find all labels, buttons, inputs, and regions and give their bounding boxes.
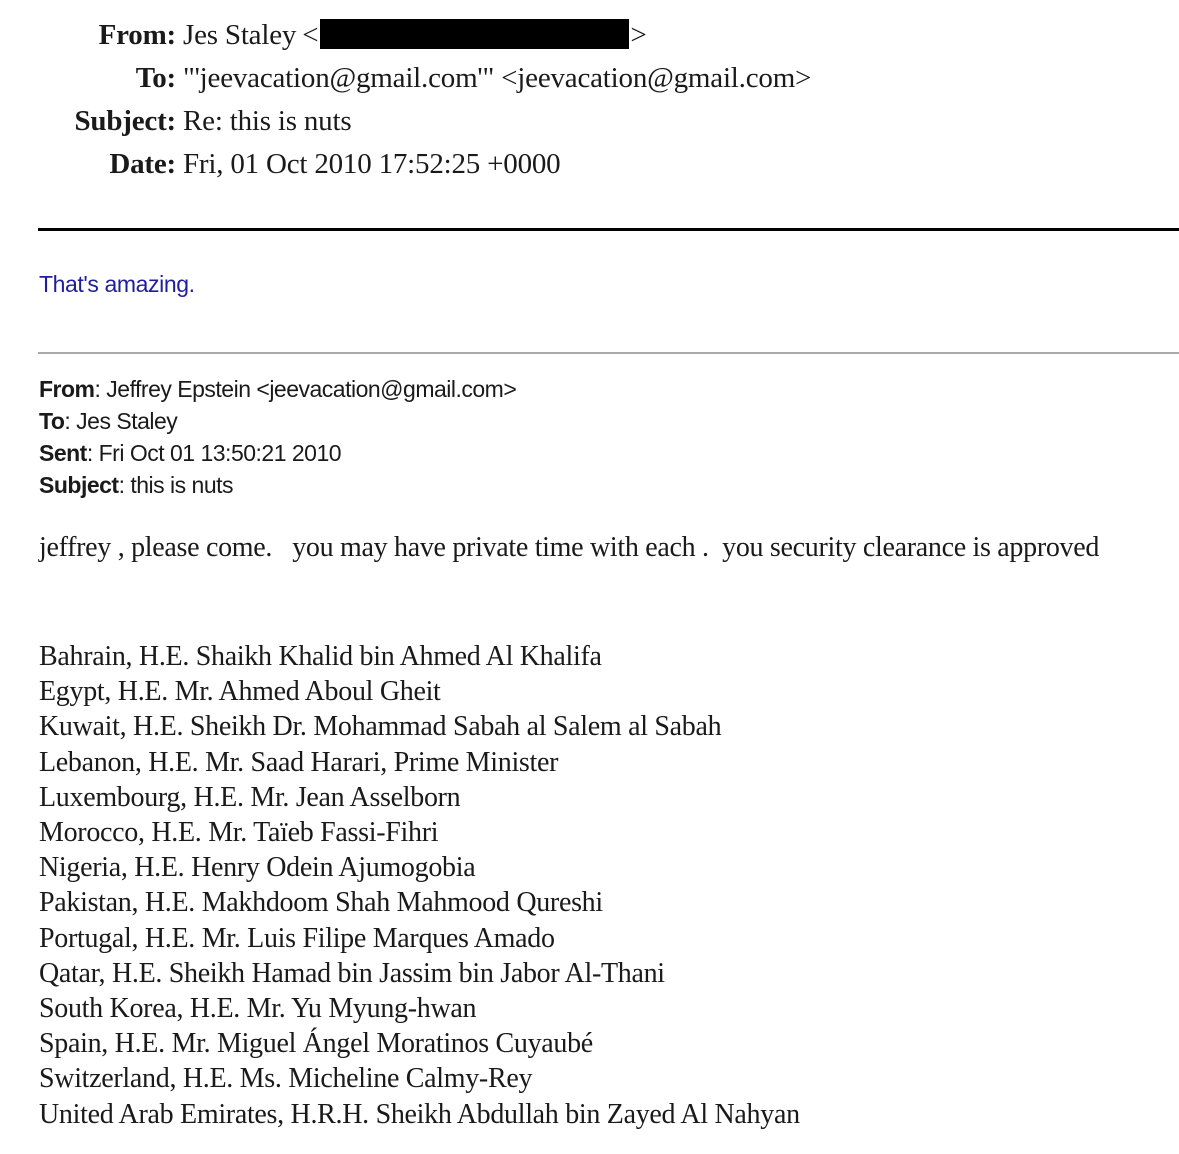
list-item: Morocco, H.E. Mr. Taïeb Fassi-Fihri xyxy=(39,817,439,849)
guest-list xyxy=(39,639,800,1132)
header-subject-label: Subject: xyxy=(74,105,176,137)
quoted-sent-label: Sent xyxy=(39,440,87,466)
header-date-row xyxy=(0,143,811,186)
quoted-subject-row xyxy=(39,469,516,501)
quoted-sent-row xyxy=(39,437,516,469)
header-from-value xyxy=(183,14,647,57)
quoted-sent-value: : Fri Oct 01 13:50:21 2010 xyxy=(86,440,342,466)
quoted-from-row xyxy=(39,373,516,405)
list-item: Portugal, H.E. Mr. Luis Filipe Marques Amado xyxy=(39,922,555,954)
list-item: Kuwait, H.E. Sheikh Dr. Mohammad Sabah al Salem al Sabah xyxy=(39,711,722,743)
quoted-from-value: : Jeffrey Epstein <jeevacation@gmail.com> xyxy=(94,376,517,402)
header-subject-value: Re: this is nuts xyxy=(183,105,352,137)
list-item: Egypt, H.E. Mr. Ahmed Aboul Gheit xyxy=(39,676,441,708)
list-item: Nigeria, H.E. Henry Odein Ajumogobia xyxy=(39,852,476,884)
quoted-header xyxy=(39,373,516,501)
quoted-subject-value: : this is nuts xyxy=(118,472,234,498)
list-item: Lebanon, H.E. Mr. Saad Harari, Prime Minister xyxy=(39,746,559,778)
quoted-subject-label: Subject xyxy=(39,472,119,498)
header-from-row xyxy=(0,14,811,57)
quoted-from-label: From xyxy=(39,376,95,402)
email-header xyxy=(0,14,811,186)
quoted-to-row xyxy=(39,405,516,437)
list-item: South Korea, H.E. Mr. Yu Myung-hwan xyxy=(39,993,477,1025)
quoted-to-label: To xyxy=(39,408,65,434)
quoted-to-value: : Jes Staley xyxy=(64,408,178,434)
header-from-open-bracket: < xyxy=(302,19,319,51)
header-to-value: "'jeevacation@gmail.com'" <jeevacation@gmail.com> xyxy=(183,62,812,94)
header-divider xyxy=(38,228,1179,231)
header-from-name: Jes Staley xyxy=(183,19,297,51)
header-to-row xyxy=(0,57,811,100)
list-item: Switzerland, H.E. Ms. Micheline Calmy-Rey xyxy=(39,1063,533,1095)
reply-message: That's amazing. xyxy=(39,271,195,297)
redaction-bar xyxy=(320,19,629,49)
header-from-label: From: xyxy=(98,19,176,51)
message-body: jeffrey , please come. you may have private time with each . you security clearance is approved xyxy=(39,532,1100,563)
list-item: Luxembourg, H.E. Mr. Jean Asselborn xyxy=(39,781,461,813)
list-item: Spain, H.E. Mr. Miguel Ángel Moratinos Cuyaubé xyxy=(39,1028,593,1060)
list-item: Pakistan, H.E. Makhdoom Shah Mahmood Qureshi xyxy=(39,887,603,919)
header-date-label: Date: xyxy=(109,148,176,180)
header-subject-row xyxy=(0,100,811,143)
list-item: Qatar, H.E. Sheikh Hamad bin Jassim bin Jabor Al-Thani xyxy=(39,957,665,989)
header-date-value: Fri, 01 Oct 2010 17:52:25 +0000 xyxy=(183,148,561,180)
list-item: United Arab Emirates, H.R.H. Sheikh Abdullah bin Zayed Al Nahyan xyxy=(39,1098,800,1130)
list-item: Bahrain, H.E. Shaikh Khalid bin Ahmed Al Khalifa xyxy=(39,641,602,672)
quote-divider xyxy=(38,352,1179,354)
header-to-label: To: xyxy=(135,62,176,94)
header-from-close-bracket: > xyxy=(630,19,647,51)
